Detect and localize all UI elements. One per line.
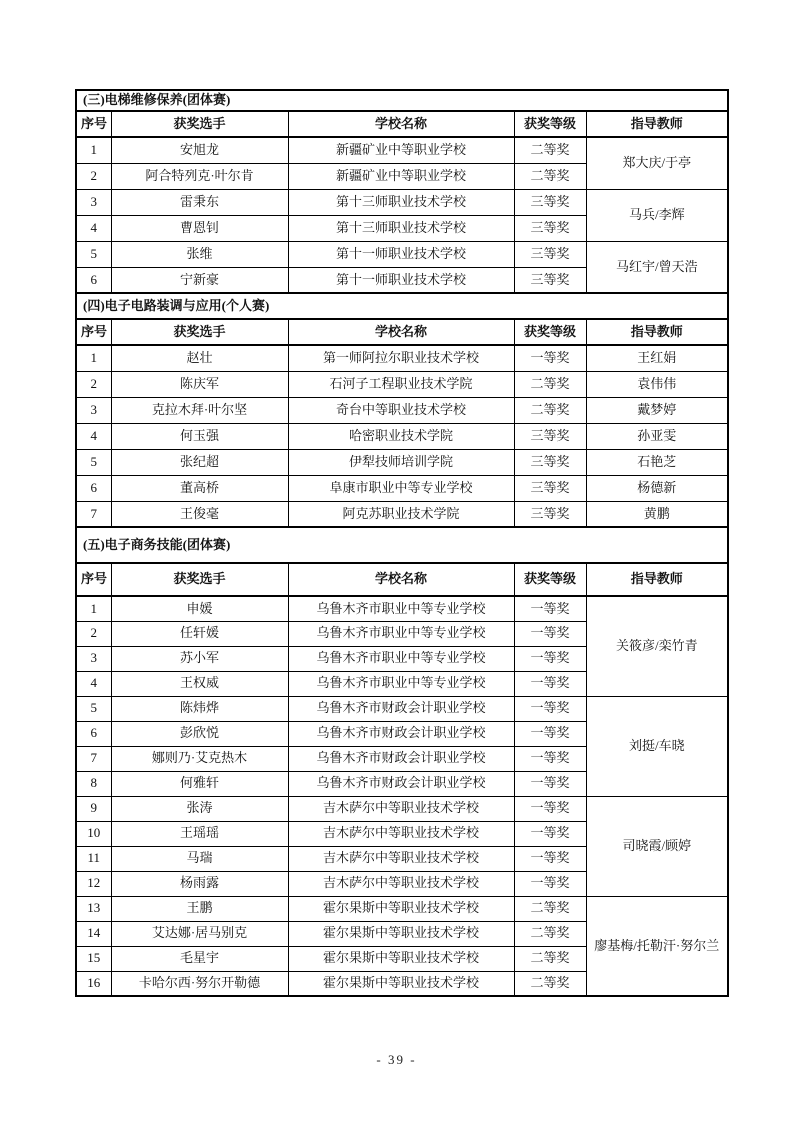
column-header: 指导教师 [586,563,728,596]
column-header: 序号 [76,319,111,345]
cell-teacher: 孙亚雯 [586,423,728,449]
cell-winner: 安旭龙 [111,137,288,163]
column-header: 获奖选手 [111,563,288,596]
cell-award: 三等奖 [514,215,586,241]
cell-teacher: 马兵/李辉 [586,189,728,241]
cell-school: 霍尔果斯中等职业技术学校 [288,921,514,946]
cell-school: 第十一师职业技术学校 [288,267,514,293]
cell-award: 三等奖 [514,475,586,501]
cell-no: 5 [76,449,111,475]
cell-school: 乌鲁木齐市财政会计职业学校 [288,771,514,796]
cell-no: 15 [76,946,111,971]
cell-winner: 赵壮 [111,345,288,371]
cell-winner: 卡哈尔西·努尔开勒德 [111,971,288,996]
column-header: 序号 [76,111,111,137]
cell-no: 1 [76,345,111,371]
cell-no: 8 [76,771,111,796]
cell-award: 一等奖 [514,621,586,646]
cell-award: 一等奖 [514,696,586,721]
cell-no: 14 [76,921,111,946]
cell-school: 吉木萨尔中等职业技术学校 [288,821,514,846]
cell-teacher: 杨德新 [586,475,728,501]
cell-no: 9 [76,796,111,821]
cell-school: 奇台中等职业技术学校 [288,397,514,423]
cell-school: 第十三师职业技术学校 [288,189,514,215]
cell-winner: 申媛 [111,596,288,621]
section-title: (四)电子电路装调与应用(个人赛) [76,293,728,319]
cell-no: 6 [76,475,111,501]
cell-school: 吉木萨尔中等职业技术学校 [288,871,514,896]
cell-no: 1 [76,137,111,163]
cell-school: 霍尔果斯中等职业技术学校 [288,896,514,921]
cell-award: 一等奖 [514,821,586,846]
awards-table [75,89,729,997]
cell-teacher: 司晓霞/顾婷 [586,796,728,896]
cell-award: 三等奖 [514,189,586,215]
cell-no: 7 [76,746,111,771]
cell-winner: 王俊毫 [111,501,288,527]
cell-teacher: 关筱彦/栾竹青 [586,596,728,696]
cell-teacher: 黄鹏 [586,501,728,527]
cell-award: 一等奖 [514,846,586,871]
page-number: - 39 - [376,1052,417,1067]
cell-no: 4 [76,215,111,241]
cell-winner: 何玉强 [111,423,288,449]
cell-teacher: 廖基梅/托勒汗·努尔兰 [586,896,728,996]
cell-school: 乌鲁木齐市财政会计职业学校 [288,721,514,746]
cell-no: 12 [76,871,111,896]
cell-no: 5 [76,241,111,267]
cell-winner: 张维 [111,241,288,267]
cell-no: 11 [76,846,111,871]
cell-award: 二等奖 [514,971,586,996]
cell-winner: 张纪超 [111,449,288,475]
cell-winner: 宁新豪 [111,267,288,293]
column-header: 指导教师 [586,111,728,137]
cell-teacher: 戴梦婷 [586,397,728,423]
cell-school: 哈密职业技术学院 [288,423,514,449]
cell-teacher: 石艳芝 [586,449,728,475]
cell-winner: 任轩媛 [111,621,288,646]
cell-no: 1 [76,596,111,621]
cell-school: 第一师阿拉尔职业技术学校 [288,345,514,371]
cell-award: 三等奖 [514,267,586,293]
column-header: 获奖选手 [111,319,288,345]
cell-school: 乌鲁木齐市职业中等专业学校 [288,596,514,621]
column-header: 学校名称 [288,563,514,596]
cell-teacher: 袁伟伟 [586,371,728,397]
cell-school: 石河子工程职业技术学院 [288,371,514,397]
cell-award: 一等奖 [514,721,586,746]
cell-award: 二等奖 [514,946,586,971]
cell-winner: 阿合特列克·叶尔肯 [111,163,288,189]
cell-award: 三等奖 [514,423,586,449]
cell-teacher: 马红宇/曾天浩 [586,241,728,293]
cell-winner: 王权威 [111,671,288,696]
cell-teacher: 郑大庆/于亭 [586,137,728,189]
cell-no: 2 [76,163,111,189]
cell-award: 二等奖 [514,163,586,189]
cell-award: 一等奖 [514,746,586,771]
cell-no: 2 [76,371,111,397]
cell-school: 伊犁技师培训学院 [288,449,514,475]
column-header: 获奖选手 [111,111,288,137]
section-title: (五)电子商务技能(团体赛) [76,527,728,563]
cell-winner: 王鹏 [111,896,288,921]
cell-award: 一等奖 [514,671,586,696]
cell-school: 第十一师职业技术学校 [288,241,514,267]
cell-award: 一等奖 [514,646,586,671]
cell-no: 6 [76,267,111,293]
cell-school: 新疆矿业中等职业学校 [288,163,514,189]
column-header: 获奖等级 [514,563,586,596]
cell-school: 乌鲁木齐市职业中等专业学校 [288,671,514,696]
cell-no: 5 [76,696,111,721]
cell-winner: 董高桥 [111,475,288,501]
cell-award: 一等奖 [514,871,586,896]
cell-no: 10 [76,821,111,846]
section-title: (三)电梯维修保养(团体赛) [76,90,728,111]
cell-winner: 艾达娜·居马别克 [111,921,288,946]
cell-no: 4 [76,423,111,449]
cell-school: 阿克苏职业技术学院 [288,501,514,527]
column-header: 获奖等级 [514,319,586,345]
cell-award: 一等奖 [514,771,586,796]
cell-no: 4 [76,671,111,696]
cell-no: 16 [76,971,111,996]
cell-school: 乌鲁木齐市职业中等专业学校 [288,646,514,671]
cell-school: 乌鲁木齐市财政会计职业学校 [288,696,514,721]
cell-award: 二等奖 [514,921,586,946]
cell-winner: 毛星宇 [111,946,288,971]
cell-winner: 何雅轩 [111,771,288,796]
cell-school: 阜康市职业中等专业学校 [288,475,514,501]
cell-winner: 彭欣悦 [111,721,288,746]
cell-winner: 雷秉东 [111,189,288,215]
cell-no: 2 [76,621,111,646]
cell-no: 7 [76,501,111,527]
cell-winner: 王瑶瑶 [111,821,288,846]
cell-award: 二等奖 [514,896,586,921]
cell-winner: 杨雨露 [111,871,288,896]
cell-winner: 苏小军 [111,646,288,671]
cell-winner: 张涛 [111,796,288,821]
cell-no: 3 [76,646,111,671]
cell-no: 6 [76,721,111,746]
cell-no: 3 [76,397,111,423]
cell-winner: 陈炜烨 [111,696,288,721]
cell-teacher: 王红娟 [586,345,728,371]
cell-winner: 曹恩钊 [111,215,288,241]
cell-no: 3 [76,189,111,215]
cell-school: 霍尔果斯中等职业技术学校 [288,971,514,996]
cell-school: 吉木萨尔中等职业技术学校 [288,796,514,821]
cell-winner: 娜则乃·艾克热木 [111,746,288,771]
column-header: 获奖等级 [514,111,586,137]
cell-winner: 陈庆军 [111,371,288,397]
cell-school: 第十三师职业技术学校 [288,215,514,241]
cell-award: 三等奖 [514,241,586,267]
column-header: 学校名称 [288,111,514,137]
cell-teacher: 刘挺/车晓 [586,696,728,796]
cell-award: 一等奖 [514,345,586,371]
cell-award: 三等奖 [514,449,586,475]
cell-school: 乌鲁木齐市财政会计职业学校 [288,746,514,771]
cell-school: 新疆矿业中等职业学校 [288,137,514,163]
cell-award: 三等奖 [514,501,586,527]
cell-school: 吉木萨尔中等职业技术学校 [288,846,514,871]
cell-award: 二等奖 [514,371,586,397]
column-header: 指导教师 [586,319,728,345]
cell-no: 13 [76,896,111,921]
column-header: 学校名称 [288,319,514,345]
cell-award: 一等奖 [514,796,586,821]
cell-school: 乌鲁木齐市职业中等专业学校 [288,621,514,646]
column-header: 序号 [76,563,111,596]
cell-winner: 克拉木拜·叶尔坚 [111,397,288,423]
cell-award: 二等奖 [514,397,586,423]
cell-school: 霍尔果斯中等职业技术学校 [288,946,514,971]
cell-award: 二等奖 [514,137,586,163]
cell-award: 一等奖 [514,596,586,621]
cell-winner: 马瑞 [111,846,288,871]
